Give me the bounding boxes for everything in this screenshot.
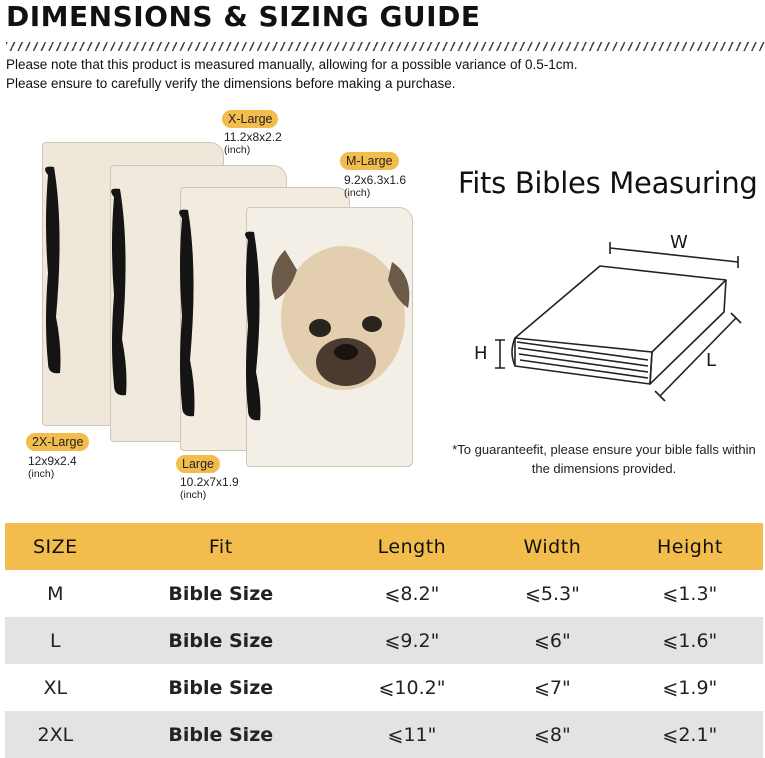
cell-fit: Bible Size xyxy=(168,676,274,699)
header-height: Height xyxy=(617,523,763,570)
cell-size: 2XL xyxy=(5,711,106,758)
size-table xyxy=(5,523,763,758)
cell-height: ⩽1.3" xyxy=(662,582,718,605)
cell-width: ⩽8" xyxy=(488,711,617,758)
w-label: W xyxy=(670,232,688,253)
cell-fit: Bible Size xyxy=(106,617,336,664)
header-length: Length xyxy=(336,523,488,570)
header-width: Width xyxy=(488,523,617,570)
cell-width: ⩽7" xyxy=(534,676,571,699)
cell-width: ⩽6" xyxy=(488,617,617,664)
cell-length: ⩽11" xyxy=(336,711,488,758)
xlarge-unit: (inch) xyxy=(224,144,251,156)
fit-guarantee-note: *To guaranteefit, please ensure your bible falls within the dimensions provided. xyxy=(452,442,756,476)
mlarge-unit: (inch) xyxy=(344,187,371,199)
cell-length: ⩽10.2" xyxy=(378,676,446,699)
table-row xyxy=(5,664,763,711)
cell-height: ⩽1.9" xyxy=(662,676,718,699)
cell-width: ⩽5.3" xyxy=(524,582,580,605)
variance-note: Please note that this product is measured manually, allowing for a possible variance of 0.5-1cm. xyxy=(6,57,578,72)
mlarge-tag: M-Large xyxy=(340,152,399,170)
xxlarge-tag: 2X-Large xyxy=(26,433,89,451)
cell-size: XL xyxy=(43,676,68,699)
xlarge-dims-value: 11.2x8x2.2 xyxy=(224,130,282,144)
large-tag: Large xyxy=(176,455,220,473)
cell-fit: Bible Size xyxy=(106,711,336,758)
fits-heading: Fits Bibles Measuring xyxy=(458,166,758,200)
cell-size: L xyxy=(5,617,106,664)
xxlarge-unit: (inch) xyxy=(28,468,55,480)
cell-fit: Bible Size xyxy=(168,582,274,605)
xxlarge-dims-value: 12x9x2.4 xyxy=(28,454,77,468)
header-size: SIZE xyxy=(5,523,106,570)
table-header-row xyxy=(5,523,763,570)
cell-height: ⩽1.6" xyxy=(617,617,763,664)
table-row xyxy=(5,711,763,758)
verify-note: Please ensure to carefully verify the dimensions before making a purchase. xyxy=(6,76,456,91)
xlarge-tag: X-Large xyxy=(222,110,278,128)
l-label: L xyxy=(706,350,717,371)
cell-length: ⩽9.2" xyxy=(336,617,488,664)
cell-size: M xyxy=(47,582,64,605)
mlarge-dims-value: 9.2x6.3x1.6 xyxy=(344,173,407,187)
page-title: DIMENSIONS & SIZING GUIDE xyxy=(6,0,481,33)
h-label: H xyxy=(474,343,488,364)
cell-height: ⩽2.1" xyxy=(617,711,763,758)
large-dims-value: 10.2x7x1.9 xyxy=(180,475,239,489)
large-unit: (inch) xyxy=(180,489,207,501)
table-row xyxy=(5,570,763,617)
table-row xyxy=(5,617,763,664)
header-fit: Fit xyxy=(106,523,336,570)
cell-length: ⩽8.2" xyxy=(384,582,440,605)
